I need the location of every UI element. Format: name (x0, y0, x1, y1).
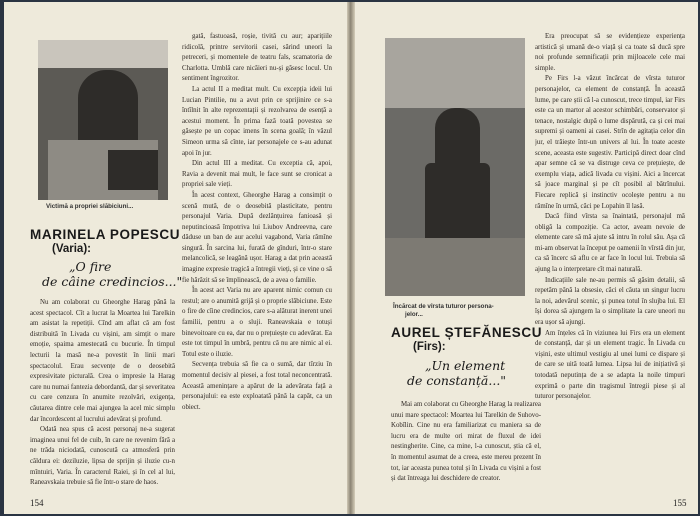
paragraph: Mai am colaborat cu Gheorghe Harag la realizarea unui mare spectacol: Moartea lui Tarelkin de Suhovo-Kobîlin. Cine nu era familiarizat cu maniera sa de lucru era de multe ori mirat de fluxul de idei nestingherite. Cine, ca mine, l-a cunoscut, știa că el, în momentul asumat de a creea, este mereu prezent în tot, iar aceasta punea totul și în Livada cu vișini a fost și dat întreaga lui deschidere de creator. (391, 401, 541, 483)
text-column-left (30, 298, 175, 498)
photo-caption-line-1: Încărcat de vîrsta tuturor persona- (393, 303, 494, 310)
photo-caption-line-2: jelor... (405, 311, 423, 318)
photo-caption: Victimă a propriei slăbiciuni... (46, 203, 134, 210)
book-gutter (347, 2, 355, 514)
role-label: (Firs): (413, 341, 446, 353)
page-number: 154 (30, 498, 44, 508)
paragraph: Am înțeles că în viziunea lui Firs era un element de constanță, dar și un element tragic. În Livada cu vișini, este ultimul vestigiu al unei lumi ce dispare și de care se uită toată lumea. Lipsa lui de inițiativă și totodată neputința de a se adapta la noile timpuri exprimă o parte din tragismul întregii piese și al tuturor personajelor. (535, 329, 685, 401)
actor-name: MARINELA POPESCU (30, 227, 181, 242)
paragraph: Secvența trebuia să fie ca o sumă, dar tîrziu în momentul decisiv al piesei, a fost total neconcentrată. Această amenințare a apărut de la adevărata față a personajului: ea este exploatată până la capăt, ca un obiect. (182, 361, 332, 411)
right-page (355, 2, 698, 514)
paragraph: Pe Firs l-a văzut încărcat de vîrsta tuturor personajelor, ca element de constanță. În această lume, pe care știi că l-a cunoscut, trece timpul, iar Firs este ca un martor al acestor schimbări, conservator și tenace, nostalgic după o lume dispărută, ca și cei mai supremi și oameni ai casei. Strîn de agitația celor din jur, el trăiește într-un univers al lui. În toate aceste scene, aceasta este sugestiv. Participă direct doar cînd apar semne că se va distruge ceva ce prețuiește, de exemplu viața, adică livada cu vișini. Aici a încercat să joace marginal și pe cît posibil al bătrînului. Fiecare replică și instinctiv ocolește pentru a nu rămîne în urmă, căci pe Lopahin îl lasă. (535, 75, 685, 210)
left-page (4, 2, 347, 514)
paragraph: Odată nea spus că acest personaj ne-a sugerat imaginea unui fel de cuib, în care ne revenim fără a ne trăda niciodată, cunoscută ca atmosferă prin căldura ei: deziluzie, lipsa de sprijin și iluzie cu-n mîntuiri, Varia. În caracterul Raiei, și în cel al lui, Raneavskaia trebuie să fie într-o stare de haos. (30, 426, 175, 487)
quote-line-2: de constanță..." (407, 373, 507, 388)
quote-line-2: de câine credincios..." (42, 274, 183, 289)
page-number: 155 (673, 498, 687, 508)
quote-line-1: „O fire (69, 259, 112, 274)
paragraph: În acest act Varia nu are aparent nimic comun cu restul; are o anumită grijă și o proprie slăbiciune. Este o fire de cîine credincios, care s-a alăturat inerent unei familii, pentru a o sluji. Raneavskaia e totuși binevoitoare cu ea, dar nu o prețuiește cu adevărat. Ea este tot timpul în umbră, pentru că nu are nimic al ei. Totul este o iluzie. (182, 287, 332, 358)
book-spread (4, 2, 698, 514)
text-column-right (535, 32, 685, 504)
text-column-left (391, 400, 541, 506)
quote-line-1: „Un element (425, 358, 506, 373)
actor-name: AUREL ȘTEFĂNESCU (391, 325, 543, 340)
paragraph: gată, fastuoasă, roșie, tivită cu aur; aparițiile ridicolă, printre servitorii casei, sărind uneori la petreceri, și momentele de teatru fals, scamatoria de Charlotta. Umblă care nicăieri nu-și găsesc locul. Un sentiment îngrozitor. (182, 33, 332, 83)
paragraph: Dacă fiind vîrsta sa înaintată, personajul mă obligă la compoziție. Ca actor, aveam nevoie de elemente care să mă ajute să intru în rolul său. Așa că mi-am observat la început pe oamenii în vîrstă din jur, ca să încerc să aflu ce ar face în locul lui. Trebuia să ajung la o interpretare cît mai naturală. (535, 213, 685, 274)
paragraph: La actul II a meditat mult. Cu excepția ideii lui Lucian Pintilie, nu a avut prin ce sprijinire ce s-a întîlnit în alte reprezentații și rezolvarea de esență a acestui moment. În prima fază toată povestea se găsește pe un copac imens în scena goală; în văzul Simeon urma să cînte, iar personajele ce s-au adunat apoi în jur. (182, 85, 332, 157)
actor-photo (385, 38, 525, 296)
paragraph: Din actul III a meditat. Cu exceptia că, apoi, Ravia a devenit mai mult, le face sunt se cronicat a propriei sale vieți. (182, 160, 332, 189)
actress-photo (38, 40, 168, 200)
paragraph: În acest context, Gheorghe Harag a consimțit o scenă mută, de o deosebită plasticitate, pentru personajul Varia. După dezlănțuirea fanioasă și neputincioasă împotriva lui Liubov Andreevna, care dăduse un ban de aur acelui vagabond, Varia rămîne singură. În sarcina lui, furată de gînduri, într-o stare melancolică, se leagănă ușor. Harag a dat prin această imagine expresie tragică a întregii vieți, și ce vine o să fie hărăzit să se împlinească, de a avea o familie. (182, 191, 332, 284)
paragraph: Nu am colaborat cu Gheorghe Harag până la acest spectacol. Cît a lucrat la Moartea lui Tarelkin am asistat la repetiții. Cînd am aflat că am fost distribuită în Livada cu vișini, am simțit o mare emoție, spaima amestecată cu bucurie. În timpul lecturii la masă ne-a povestit în linii mari spectacolul. Erau secvențe de o deosebită expresivitate picturală. Crea o impresie la Harag care nu numai fantezia debordantă, dar și severitatea cu care cenzura în anumite rezolvări, exigența, căutarea dintre cele mai ajungea la acel mic simplu dar încordescent al lucrului adevărat și profund. (30, 299, 175, 423)
paragraph: Indicațiile sale ne-au permis să găsim detalii, să repetăm până la obsesie, căci el căuta un singur lucru la noi, adevărul scenic, și punea totul în slujba lui. El își dorea să ajungem la o simplitate la care uneori nu era ușor să ajungi. (535, 276, 685, 327)
paragraph: Era preocupat să se evidențieze experiența artistică și umană de-o viață și ca toate să ducă spre noi profunde semnificații prin mijloacele cele mai simple. (535, 33, 685, 72)
role-label: (Varia): (52, 243, 91, 255)
text-column-right (182, 32, 332, 504)
